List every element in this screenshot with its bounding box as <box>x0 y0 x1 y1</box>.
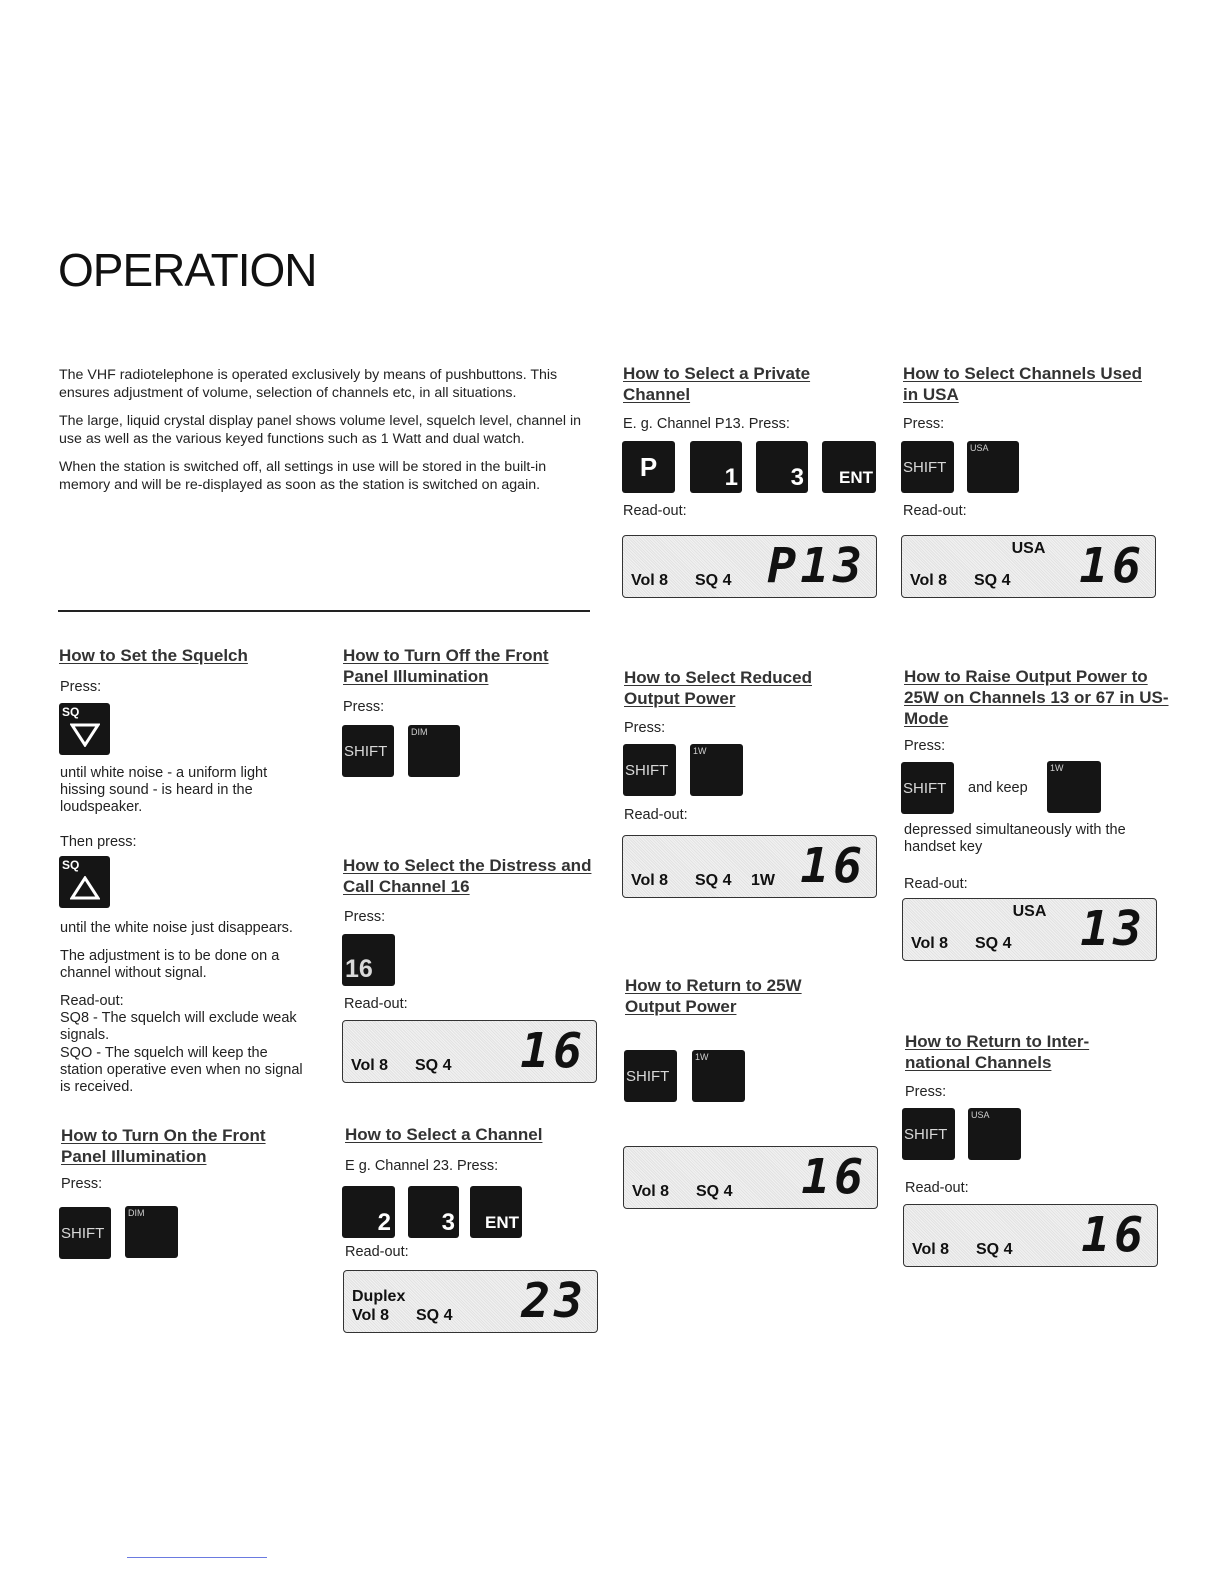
channel-16-key[interactable] <box>342 934 395 986</box>
press-label: Press: <box>343 699 385 715</box>
lcd-channel: 16 <box>520 1023 586 1079</box>
lcd-channel: 16 <box>1081 1207 1147 1263</box>
section-heading-select-channel: How to Select a Channel <box>345 1125 543 1144</box>
lcd-volume: Vol 8 <box>631 872 669 889</box>
squelch-text: SQO - The squelch will keep the station operative even when no signal is received. <box>60 1045 303 1095</box>
sq-up-key[interactable] <box>59 856 110 908</box>
lcd-volume: Vol 8 <box>352 1307 390 1324</box>
lcd-squelch: SQ 4 <box>416 1307 453 1324</box>
press-label: Press: <box>344 909 386 925</box>
key-label: USA <box>970 443 989 453</box>
squelch-text: SQ8 - The squelch will exclude weak signals. <box>60 1010 297 1043</box>
key-label: SQ <box>62 705 80 719</box>
section-heading-private: How to Select a Private Channel <box>623 364 811 404</box>
key-label: 2 <box>377 1209 391 1236</box>
key-label: DIM <box>128 1208 145 1218</box>
key-label: 3 <box>441 1209 455 1236</box>
key-label: 3 <box>790 464 804 491</box>
lcd-volume: Vol 8 <box>632 1183 670 1200</box>
lcd-duplex: Duplex <box>352 1288 406 1305</box>
digit-3-key[interactable] <box>408 1186 459 1238</box>
channel-example: E g. Channel 23. Press: <box>345 1158 499 1174</box>
section-heading-squelch: How to Set the Squelch <box>59 646 248 665</box>
key-label: SHIFT <box>344 742 388 760</box>
intro-paragraph: When the station is switched off, all settings in use will be stored in the built-in memory and will be re-displayed as soon as the station is switched on again. <box>59 459 547 493</box>
key-label: ENT <box>839 468 873 487</box>
digit-2-key[interactable] <box>342 1186 395 1238</box>
lcd-squelch: SQ 4 <box>976 1241 1013 1258</box>
sq-down-key[interactable] <box>59 703 110 755</box>
shift-key[interactable] <box>59 1207 111 1259</box>
lcd-display <box>902 898 1157 961</box>
usa-key[interactable] <box>968 1108 1021 1160</box>
lcd-display <box>903 1204 1158 1267</box>
section-heading-raise-power: How to Raise Output Power to 25W on Channels 13 or 67 in US-Mode <box>904 667 1169 728</box>
lcd-squelch: SQ 4 <box>695 872 732 889</box>
divider <box>58 610 590 612</box>
lcd-volume: Vol 8 <box>912 1241 950 1258</box>
readout-label: Read-out: <box>345 1244 409 1260</box>
1w-key[interactable] <box>692 1050 745 1102</box>
shift-key[interactable] <box>901 441 954 493</box>
shift-key[interactable] <box>624 1050 677 1102</box>
key-label: SQ <box>62 858 80 872</box>
key-label: 1W <box>695 1052 709 1062</box>
section-heading-international: How to Return to Inter- national Channels <box>905 1032 1090 1072</box>
section-heading-distress: How to Select the Distress and Call Channel 16 <box>343 856 592 896</box>
press-label: Press: <box>905 1084 947 1100</box>
readout-label: Read-out: <box>624 807 688 823</box>
lcd-display <box>622 835 877 898</box>
lcd-squelch: SQ 4 <box>415 1057 452 1074</box>
lcd-volume: Vol 8 <box>631 572 669 589</box>
key-label: SHIFT <box>625 761 669 779</box>
1w-key[interactable] <box>690 744 743 796</box>
key-label: 1 <box>724 464 738 491</box>
p-key[interactable] <box>622 441 675 493</box>
and-keep-label: and keep <box>968 780 1028 796</box>
channel-example: E. g. Channel P13. Press: <box>623 416 790 432</box>
key-label: DIM <box>411 727 428 737</box>
lcd-channel: 16 <box>800 838 866 894</box>
lcd-channel: P13 <box>767 538 866 594</box>
usa-key[interactable] <box>967 441 1019 493</box>
lcd-squelch: SQ 4 <box>974 572 1011 589</box>
lcd-usa-indicator: USA <box>1012 903 1047 920</box>
lcd-volume: Vol 8 <box>351 1057 389 1074</box>
squelch-text: until the white noise just disappears. <box>60 920 293 936</box>
key-label: P <box>639 451 658 482</box>
lcd-display <box>343 1270 598 1333</box>
lcd-display <box>622 535 877 598</box>
press-label: Press: <box>903 416 945 432</box>
lcd-channel: 16 <box>801 1149 867 1205</box>
lcd-volume: Vol 8 <box>910 572 948 589</box>
section-heading-usa-channels: How to Select Channels Used in USA <box>903 364 1142 404</box>
dim-key[interactable] <box>408 725 460 777</box>
dim-key[interactable] <box>125 1206 178 1258</box>
section-heading-turn-on: How to Turn On the Front Panel Illumination <box>61 1126 266 1166</box>
lcd-display <box>623 1146 878 1209</box>
intro-paragraph: The VHF radiotelephone is operated exclusively by means of pushbuttons. This ensures adjustment of volume, selection of channels etc, in all situations. <box>59 367 558 401</box>
lcd-squelch: SQ 4 <box>696 1183 733 1200</box>
press-label: Press: <box>60 679 102 695</box>
shift-key[interactable] <box>901 762 954 814</box>
triangle-up-icon <box>70 876 100 900</box>
press-label: Press: <box>624 720 666 736</box>
readout-label: Read-out: <box>903 503 967 519</box>
shift-key[interactable] <box>342 725 394 777</box>
readout-label: Read-out: <box>344 996 408 1012</box>
section-heading-turn-off: How to Turn Off the Front Panel Illumination <box>343 646 549 686</box>
key-label: SHIFT <box>903 779 947 797</box>
intro-paragraph: The large, liquid crystal display panel shows volume level, squelch level, channel in use as well as the various keyed functions such as 1 Watt and dual watch. <box>59 413 582 447</box>
key-label: SHIFT <box>903 458 947 476</box>
squelch-text: until white noise - a uniform light hissing sound - is heard in the loudspeaker. <box>60 765 268 815</box>
triangle-down-icon <box>70 723 100 747</box>
readout-label: Read-out: <box>905 1180 969 1196</box>
readout-label: Read-out: <box>623 503 687 519</box>
lcd-squelch: SQ 4 <box>975 935 1012 952</box>
lcd-channel: 23 <box>521 1273 587 1329</box>
lcd-channel: 13 <box>1080 901 1146 957</box>
squelch-text: The adjustment is to be done on a channel without signal. <box>60 948 280 981</box>
key-label: 16 <box>345 955 373 983</box>
press-label: Press: <box>904 738 946 754</box>
key-label: SHIFT <box>61 1224 105 1242</box>
digit-3-key[interactable] <box>756 441 808 493</box>
lcd-display <box>901 535 1156 598</box>
key-label: SHIFT <box>904 1125 948 1143</box>
section-heading-return-25w: How to Return to 25W Output Power <box>625 976 802 1016</box>
press-label: Press: <box>61 1176 103 1192</box>
section-heading-reduced-power: How to Select Reduced Output Power <box>624 668 812 708</box>
readout-label: Read-out: <box>904 876 968 892</box>
key-label: 1W <box>693 746 707 756</box>
lcd-1w-indicator: 1W <box>751 872 775 889</box>
shift-key[interactable] <box>623 744 676 796</box>
then-press-label: Then press: <box>60 834 137 850</box>
ent-key[interactable] <box>470 1186 522 1238</box>
lcd-squelch: SQ 4 <box>695 572 732 589</box>
lcd-usa-indicator: USA <box>1011 540 1046 557</box>
key-label: SHIFT <box>626 1067 670 1085</box>
key-label: USA <box>971 1110 990 1120</box>
raise-text: depressed simultaneously with the handset key <box>904 822 1126 855</box>
intro-text <box>59 367 599 505</box>
1w-key[interactable] <box>1047 761 1101 813</box>
ent-key[interactable] <box>822 441 876 493</box>
page-title: OPERATION <box>58 244 317 296</box>
digit-1-key[interactable] <box>690 441 742 493</box>
key-label: ENT <box>485 1213 519 1232</box>
lcd-volume: Vol 8 <box>911 935 949 952</box>
readout-label: Read-out: <box>60 993 124 1009</box>
lcd-channel: 16 <box>1079 538 1145 594</box>
key-label: 1W <box>1050 763 1064 773</box>
lcd-display <box>342 1020 597 1083</box>
shift-key[interactable] <box>902 1108 955 1160</box>
bottom-link-line <box>127 1557 267 1558</box>
